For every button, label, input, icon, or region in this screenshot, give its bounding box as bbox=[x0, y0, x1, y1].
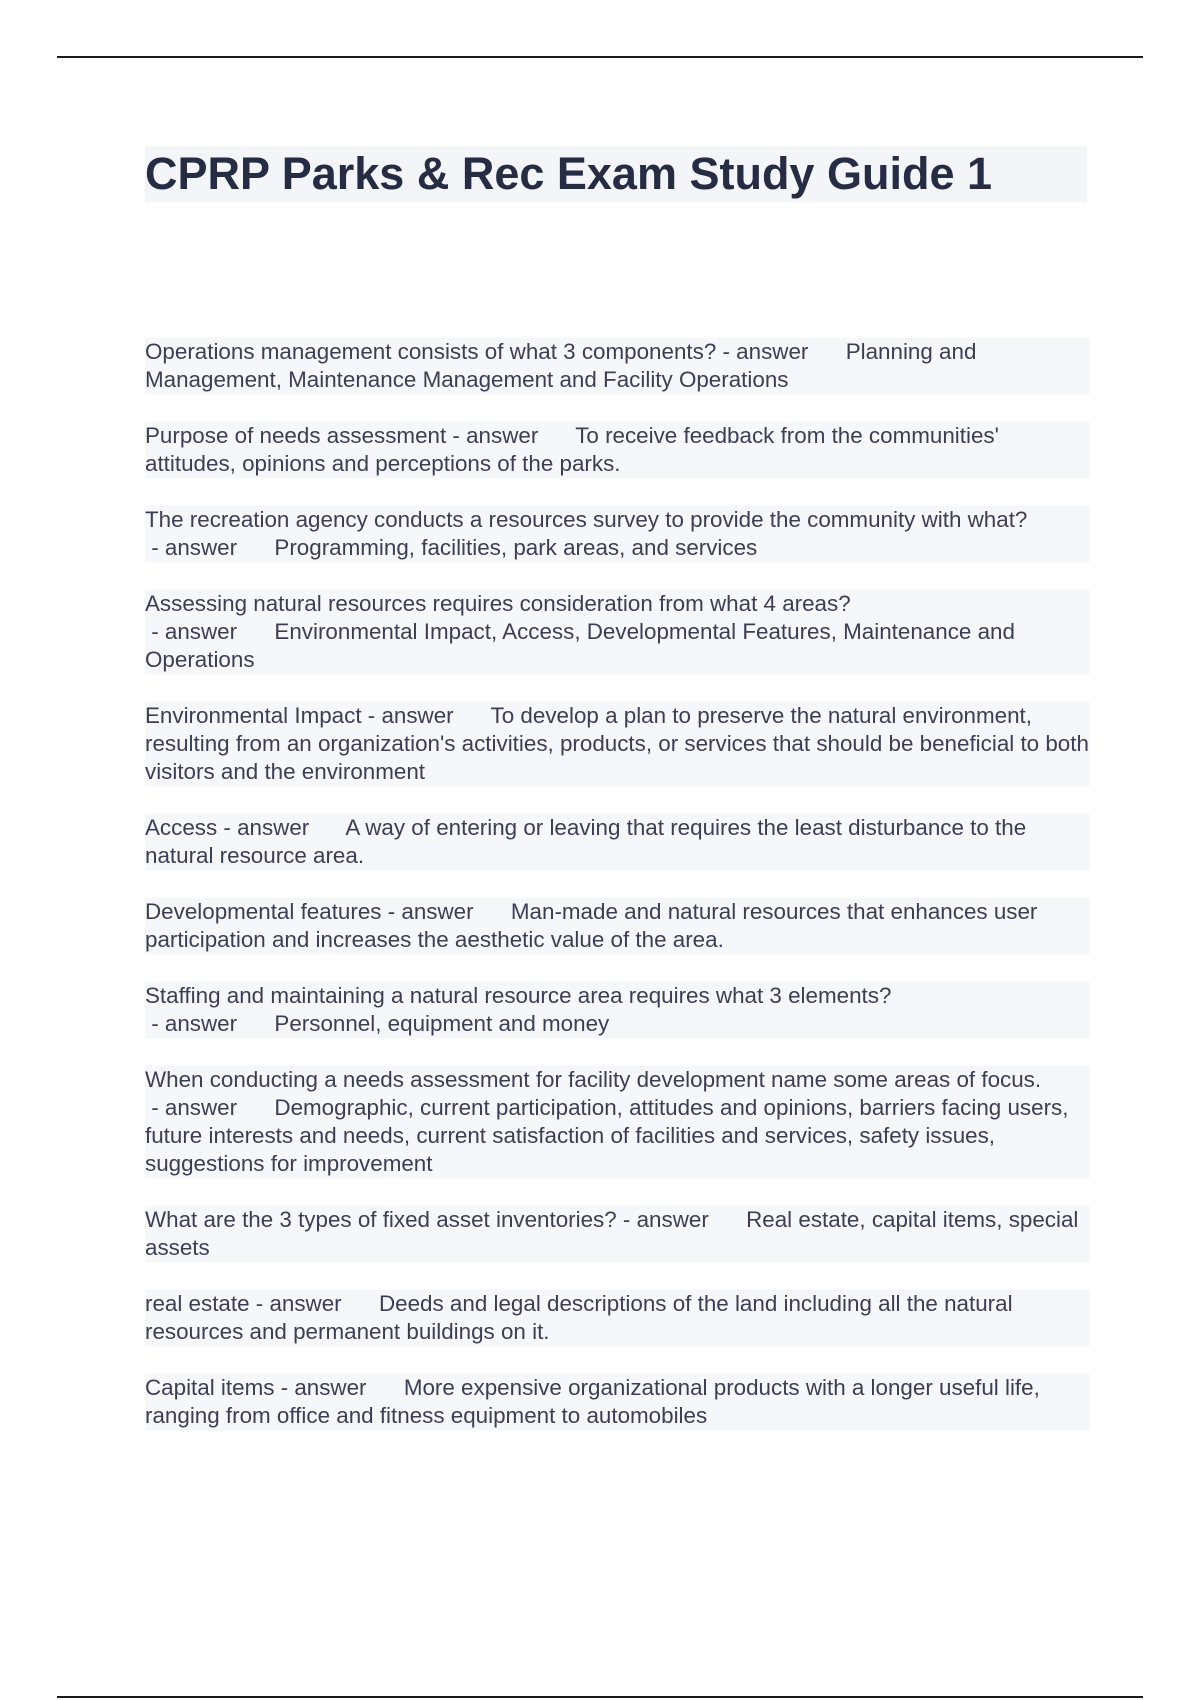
qa-item bbox=[145, 1290, 1090, 1346]
page-title: CPRP Parks & Rec Exam Study Guide 1 bbox=[145, 148, 993, 199]
qa-answer: Real estate, capital items, special assets bbox=[145, 1207, 1079, 1260]
qa-separator: - answer bbox=[145, 1011, 275, 1036]
qa-question: Staffing and maintaining a natural resource area requires what 3 elements? bbox=[145, 983, 892, 1008]
qa-separator: - answer bbox=[381, 899, 511, 924]
qa-separator: - answer bbox=[616, 1207, 747, 1232]
qa-item bbox=[145, 1374, 1090, 1430]
qa-separator: - answer bbox=[274, 1375, 404, 1400]
qa-answer: Programming, facilities, park areas, and services bbox=[274, 535, 758, 560]
qa-list bbox=[145, 338, 1090, 1458]
qa-answer: To develop a plan to preserve the natural environment, resulting from an organization's activities, products, or services that should be beneficial to both visitors and the environment bbox=[145, 703, 1089, 784]
qa-separator: - answer bbox=[145, 619, 275, 644]
qa-item bbox=[145, 422, 1090, 478]
qa-item bbox=[145, 1066, 1090, 1178]
qa-separator: - answer bbox=[145, 535, 275, 560]
qa-question: Environmental Impact bbox=[145, 703, 362, 728]
qa-item bbox=[145, 702, 1090, 786]
qa-answer: Deeds and legal descriptions of the land including all the natural resources and permanent buildings on it. bbox=[145, 1291, 1013, 1344]
qa-item bbox=[145, 814, 1090, 870]
qa-question: Capital items bbox=[145, 1375, 275, 1400]
qa-separator: - answer bbox=[361, 703, 491, 728]
qa-answer: More expensive organizational products with a longer useful life, ranging from office and fitness equipment to automobiles bbox=[145, 1375, 1040, 1428]
qa-item bbox=[145, 338, 1090, 394]
qa-item bbox=[145, 590, 1090, 674]
qa-item bbox=[145, 982, 1090, 1038]
qa-question: Access bbox=[145, 815, 218, 840]
qa-answer: A way of entering or leaving that requires the least disturbance to the natural resource area. bbox=[145, 815, 1027, 868]
qa-separator: - answer bbox=[446, 423, 576, 448]
qa-answer: Demographic, current participation, attitudes and opinions, barriers facing users, future interests and needs, current satisfaction of facilities and services, safety issues, suggestions for improvement bbox=[145, 1095, 1069, 1176]
qa-answer: Personnel, equipment and money bbox=[274, 1011, 610, 1036]
header-rule bbox=[57, 56, 1143, 58]
qa-separator: - answer bbox=[217, 815, 346, 840]
title-block bbox=[145, 146, 1087, 202]
qa-question: The recreation agency conducts a resources survey to provide the community with what? bbox=[145, 507, 1028, 532]
qa-separator: - answer bbox=[716, 339, 846, 364]
qa-item bbox=[145, 506, 1090, 562]
qa-item bbox=[145, 1206, 1090, 1262]
qa-question: Purpose of needs assessment bbox=[145, 423, 447, 448]
qa-question: Operations management consists of what 3 components? bbox=[145, 339, 717, 364]
qa-separator: - answer bbox=[249, 1291, 379, 1316]
qa-answer: Environmental Impact, Access, Developmental Features, Maintenance and Operations bbox=[145, 619, 1015, 672]
qa-separator: - answer bbox=[145, 1095, 275, 1120]
qa-question: real estate bbox=[145, 1291, 250, 1316]
qa-item bbox=[145, 898, 1090, 954]
qa-question: Assessing natural resources requires consideration from what 4 areas? bbox=[145, 591, 851, 616]
qa-answer: To receive feedback from the communities' attitudes, opinions and perceptions of the parks. bbox=[145, 423, 999, 476]
footer-rule bbox=[57, 1696, 1143, 1698]
qa-question: Developmental features bbox=[145, 899, 382, 924]
qa-answer: Man-made and natural resources that enhances user participation and increases the aesthetic value of the area. bbox=[145, 899, 1038, 952]
qa-question: When conducting a needs assessment for facility development name some areas of focus. bbox=[145, 1067, 1042, 1092]
qa-question: What are the 3 types of fixed asset inventories? bbox=[145, 1207, 617, 1232]
qa-answer: Planning and Management, Maintenance Management and Facility Operations bbox=[145, 339, 977, 392]
